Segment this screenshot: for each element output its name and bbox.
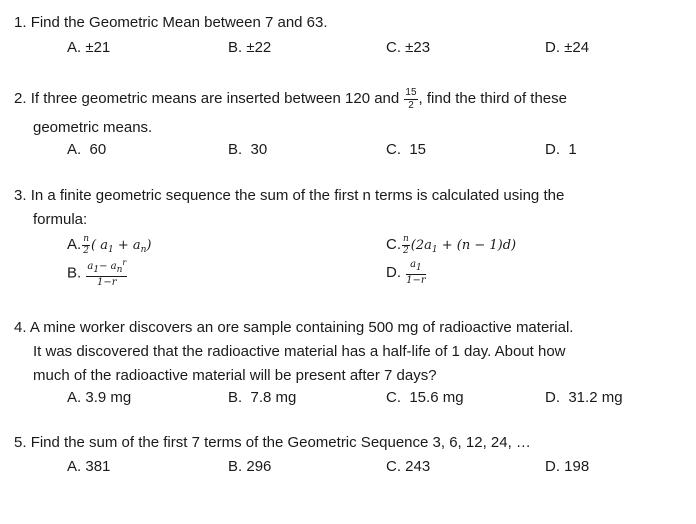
- choice-3c[interactable]: [386, 233, 516, 262]
- question-number: 4.: [14, 319, 27, 336]
- choice-3d[interactable]: [386, 259, 427, 287]
- choice-letter: A.: [67, 458, 82, 475]
- choice-2b[interactable]: [228, 141, 267, 159]
- fraction-numerator: a1: [406, 260, 426, 275]
- question-2-line-2: geometric means.: [33, 119, 153, 136]
- choice-text: ±24: [564, 39, 590, 56]
- question-number: 1.: [14, 14, 27, 31]
- question-5: [14, 434, 531, 452]
- choice-4c[interactable]: [386, 389, 464, 407]
- question-3-line-2: formula:: [33, 211, 88, 228]
- choice-letter: B.: [67, 264, 82, 282]
- choice-5b[interactable]: [228, 458, 271, 476]
- fraction-denominator: 1−r: [406, 275, 426, 287]
- fraction-denominator: 2: [403, 245, 409, 256]
- choice-letter: D.: [545, 389, 560, 406]
- choice-letter: D.: [386, 264, 401, 281]
- choice-letter: C.: [386, 236, 401, 253]
- question-text: Find the Geometric Mean between 7 and 63.: [30, 14, 328, 31]
- choice-2a[interactable]: [67, 141, 106, 159]
- fraction-numerator: n: [403, 233, 409, 244]
- choice-4b[interactable]: [228, 389, 296, 407]
- fraction-numerator: 15: [405, 86, 417, 98]
- choice-text: 7.8 mg: [250, 389, 297, 406]
- choice-5a[interactable]: [67, 458, 110, 476]
- choice-text: 3.9 mg: [85, 389, 132, 406]
- question-text: A mine worker discovers an ore sample containing 500 mg of radioactive material.: [29, 319, 574, 336]
- choice-text: 31.2 mg: [568, 389, 623, 406]
- formula-fraction: [82, 235, 90, 256]
- choice-3b[interactable]: [67, 259, 128, 288]
- fraction-15-over-2: [404, 88, 417, 111]
- choice-2c[interactable]: [386, 141, 426, 159]
- choice-letter: A.: [67, 389, 82, 406]
- question-number: 2.: [14, 90, 27, 107]
- question-4: [14, 319, 573, 337]
- formula-expression: $(2a_1 + (n - 1)d)$: [410, 238, 517, 255]
- question-1: [14, 14, 328, 32]
- choice-letter: C.: [386, 39, 401, 56]
- choice-1b[interactable]: [228, 39, 271, 57]
- fraction-numerator: n: [83, 233, 89, 244]
- choice-5c[interactable]: [386, 458, 430, 476]
- choice-letter: A.: [67, 39, 82, 56]
- question-text-part1: If three geometric means are inserted between 120 and: [30, 90, 400, 107]
- fraction-denominator: 2: [408, 99, 414, 111]
- choice-text: 296: [246, 458, 272, 475]
- question-number: 3.: [14, 187, 27, 204]
- choice-letter: C.: [386, 389, 401, 406]
- choice-text: 60: [89, 141, 107, 158]
- fraction-denominator: 1−r: [97, 277, 117, 288]
- choice-letter: A.: [67, 141, 82, 158]
- question-text-part2: , find the third of these: [418, 90, 567, 107]
- question-4-line-3: much of the radioactive material will be present after 7 days?: [33, 367, 437, 384]
- choice-text: 15.6 mg: [409, 389, 464, 406]
- choice-1c[interactable]: [386, 39, 430, 57]
- choice-letter: C.: [386, 458, 401, 475]
- choice-text: ±23: [405, 39, 431, 56]
- question-4-line-2: It was discovered that the radioactive material has a half-life of 1 day. About how: [33, 343, 566, 360]
- choice-text: 243: [405, 458, 431, 475]
- choice-letter: B.: [228, 39, 243, 56]
- choice-text: ±21: [85, 39, 111, 56]
- choice-text: 15: [409, 141, 427, 158]
- choice-4d[interactable]: [545, 389, 623, 407]
- question-text: In a finite geometric sequence the sum of the first n terms is calculated using the: [30, 187, 565, 204]
- formula-fraction: [86, 259, 127, 288]
- choice-letter: D.: [545, 141, 560, 158]
- choice-letter: B.: [228, 389, 243, 406]
- formula-fraction: [406, 260, 426, 286]
- choice-text: 30: [250, 141, 268, 158]
- formula-expression: ( $a_1 + a_n$): [90, 238, 152, 255]
- question-text: Find the sum of the first 7 terms of the Geometric Sequence 3, 6, 12, 24, …: [30, 434, 531, 451]
- choice-1a[interactable]: [67, 39, 110, 57]
- fraction-numerator: $a1- an^r$: [87, 258, 127, 275]
- choice-text: 198: [564, 458, 590, 475]
- choice-text: 1: [568, 141, 577, 158]
- question-2: [14, 87, 567, 111]
- choice-letter: B.: [228, 141, 243, 158]
- choice-3a[interactable]: [67, 233, 151, 262]
- choice-letter: C.: [386, 141, 401, 158]
- choice-text: ±22: [246, 39, 272, 56]
- fraction-denominator: 2: [83, 245, 89, 256]
- choice-4a[interactable]: [67, 389, 131, 407]
- question-number: 5.: [14, 434, 27, 451]
- choice-letter: B.: [228, 458, 243, 475]
- question-3: [14, 187, 564, 205]
- choice-1d[interactable]: [545, 39, 589, 57]
- choice-5d[interactable]: [545, 458, 589, 476]
- formula-fraction: [402, 235, 410, 256]
- choice-2d[interactable]: [545, 141, 577, 159]
- choice-letter: D.: [545, 39, 560, 56]
- choice-letter: A.: [67, 236, 82, 253]
- choice-letter: D.: [545, 458, 560, 475]
- choice-text: 381: [85, 458, 111, 475]
